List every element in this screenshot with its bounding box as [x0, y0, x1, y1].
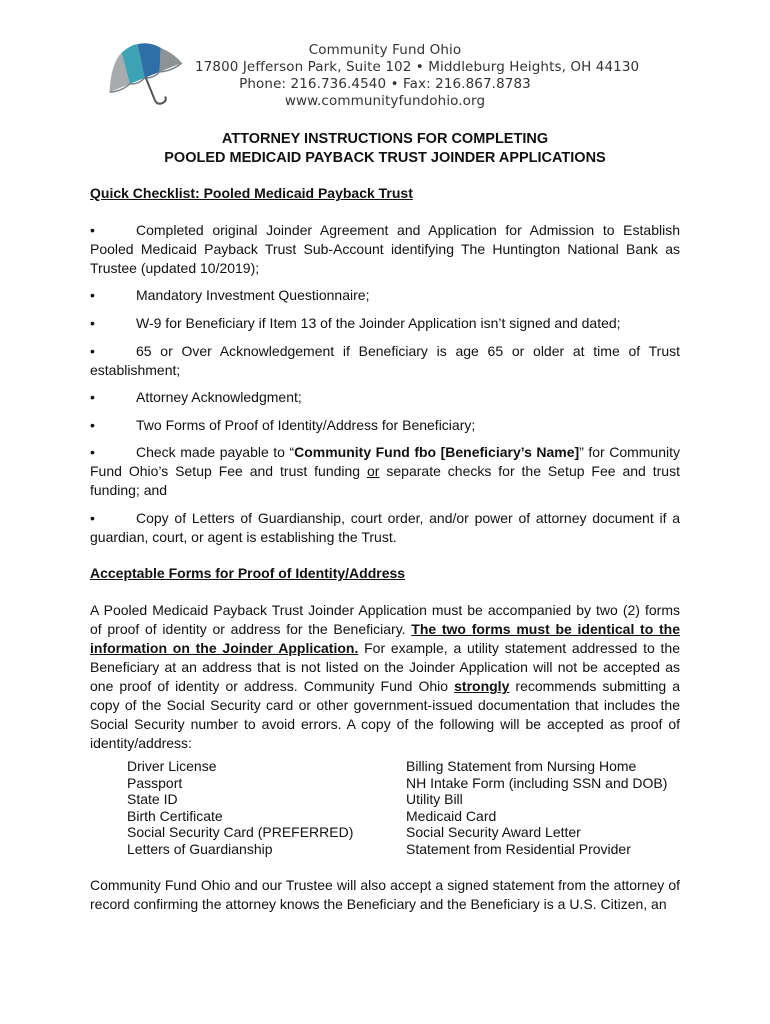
- checklist-item: [90, 388, 680, 407]
- list-item: Passport: [127, 774, 183, 791]
- bullet-icon: •: [90, 510, 95, 526]
- list-item: NH Intake Form (including SSN and DOB): [406, 774, 668, 791]
- checklist-item: [90, 286, 680, 305]
- checklist-item: [90, 221, 680, 278]
- document-title: [90, 130, 680, 168]
- attorney-statement-paragraph: Community Fund Ohio and our Trustee will also accept a signed statement from the attorney of record confirming the attorney knows the Beneficiary and the Beneficiary is a U.S. Citizen, an: [90, 877, 680, 912]
- checklist-heading: Quick Checklist: Pooled Medicaid Payback Trust: [90, 185, 413, 201]
- checklist-item-text: Copy of Letters of Guardianship, court order, and/or power of attorney document if a guardian, court, or agent is establishing the Trust.: [90, 510, 680, 545]
- list-item: Utility Bill: [406, 791, 463, 807]
- checklist-item-text: Completed original Joinder Agreement and Application for Admission to Establish Pooled Medicaid Payback Trust Sub-Account identifying The Huntington National Bank as Trustee (updated 10/2019);: [90, 222, 680, 276]
- bullet-icon: •: [90, 389, 95, 405]
- list-item: State ID: [127, 791, 178, 807]
- checklist-item-text: 65 or Over Acknowledgement if Beneficiary is age 65 or older at time of Trust establishment;: [90, 343, 680, 378]
- identical-requirement: The two forms must be identical to the information on the Joinder Application.: [90, 621, 680, 656]
- bullet-icon: •: [90, 444, 95, 460]
- org-name: Community Fund Ohio: [308, 42, 462, 58]
- proof-list-left: [127, 758, 397, 857]
- strongly-emphasis: strongly: [454, 678, 510, 694]
- payee-name: Community Fund fbo [Beneficiary’s Name]: [294, 444, 580, 460]
- list-item: Letters of Guardianship: [127, 840, 273, 857]
- list-item: Social Security Card (PREFERRED): [127, 824, 354, 840]
- bullet-icon: •: [90, 315, 95, 331]
- title-line-1: ATTORNEY INSTRUCTIONS FOR COMPLETING: [221, 131, 549, 147]
- list-item: Driver License: [127, 758, 217, 774]
- proof-paragraph: A Pooled Medicaid Payback Trust Joinder Application must be accompanied by two (2) forms of proof of identity or address for the Beneficiary. The two forms must be identical to the information on the Joinder Application. For example, a utility statement addressed to the Beneficiary at an address that is not listed on the Joinder Application will not be accepted as one proof of identity or address. Community Fund Ohio strongly recommends submitting a copy of the Social Security card or other government-issued documentation that includes the Social Security number to avoid errors. A copy of the following will be accepted as proof of identity/address:: [90, 602, 680, 751]
- checklist-item-text: Attorney Acknowledgment;: [136, 389, 302, 405]
- checklist-item: • Check made payable to “Community Fund fbo [Beneficiary’s Name]” for Community Fund Ohio’s Setup Fee and trust funding or separate checks for the Setup Fee and trust funding; and: [90, 444, 681, 498]
- checklist-item-text: W-9 for Beneficiary if Item 13 of the Joinder Application isn’t signed and dated;: [136, 315, 621, 331]
- title-line-2: POOLED MEDICAID PAYBACK TRUST JOINDER APPLICATIONS: [164, 150, 606, 166]
- checklist-item: [90, 416, 680, 435]
- bullet-icon: •: [90, 417, 95, 433]
- umbrella-logo-icon: [98, 40, 190, 112]
- letterhead: [195, 42, 640, 110]
- list-item: Billing Statement from Nursing Home: [406, 758, 637, 774]
- checklist-item-text: Mandatory Investment Questionnaire;: [136, 287, 370, 303]
- list-item: Birth Certificate: [127, 807, 223, 824]
- checklist-item: [90, 342, 680, 380]
- org-contact: Phone: 216.736.4540 • Fax: 216.867.8783: [239, 76, 531, 92]
- org-website: www.communityfundohio.org: [284, 93, 486, 109]
- org-address: 17800 Jefferson Park, Suite 102 • Middleburg Heights, OH 44130: [195, 59, 640, 75]
- checklist-item: [90, 314, 680, 333]
- list-item: Medicaid Card: [406, 807, 497, 824]
- bullet-icon: •: [90, 343, 95, 359]
- bullet-icon: •: [90, 222, 95, 238]
- checklist-item: [90, 509, 680, 547]
- checklist-item-text: Two Forms of Proof of Identity/Address for Beneficiary;: [136, 417, 476, 433]
- proof-heading: Acceptable Forms for Proof of Identity/Address: [90, 565, 406, 581]
- list-item: Social Security Award Letter: [406, 824, 581, 840]
- bullet-icon: •: [90, 287, 95, 303]
- proof-list-right: [406, 758, 696, 857]
- list-item: Statement from Residential Provider: [406, 840, 631, 857]
